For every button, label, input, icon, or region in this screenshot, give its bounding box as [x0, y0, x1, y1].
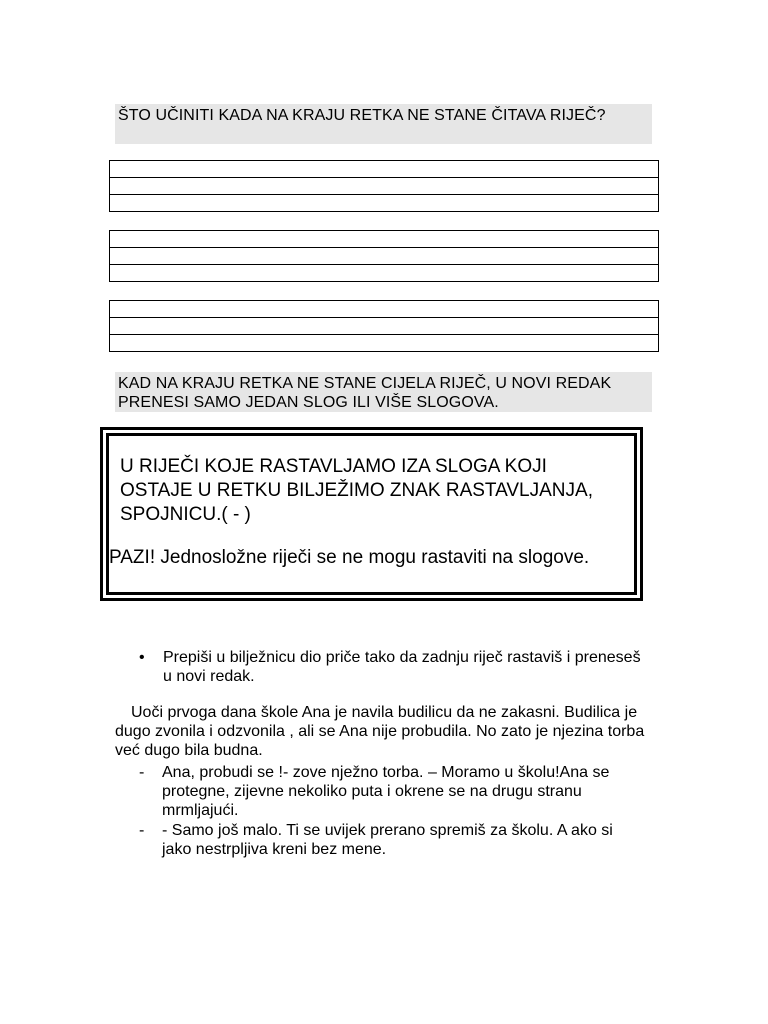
writing-line[interactable]: [110, 335, 658, 351]
writing-line[interactable]: [110, 195, 658, 211]
warning-text: PAZI! Jednosložne riječi se ne mogu rastaviti na slogove.: [109, 547, 590, 568]
writing-lines-1[interactable]: [109, 160, 659, 212]
rule-statement: KAD NA KRAJU RETKA NE STANE CIJELA RIJEČ, U NOVI REDAK PRENESI SAMO JEDAN SLOG ILI VIŠE SLOGOVA.: [115, 372, 652, 412]
writing-line[interactable]: [110, 301, 658, 318]
task-text: Prepiši u bilježnicu dio priče tako da zadnju riječ rastaviš i preneseš u novi redak.: [163, 649, 641, 685]
bullet-icon: •: [139, 649, 145, 666]
hyphenation-rule-frame: [100, 427, 643, 601]
writing-line[interactable]: [110, 318, 658, 335]
writing-line[interactable]: [110, 231, 658, 248]
frame-main-text: U RIJEČI KOJE RASTAVLJAMO IZA SLOGA KOJI OSTAJE U RETKU BILJEŽIMO ZNAK RASTAVLJANJA, SPOJNICU.( - ): [120, 456, 593, 525]
dash-marker: -: [139, 822, 145, 839]
writing-line[interactable]: [110, 248, 658, 265]
writing-line[interactable]: [110, 178, 658, 195]
story-paragraph: Uoči prvoga dana škole Ana je navila budilicu da ne zakasni. Budilica je dugo zvonila i odzvonila , ali se Ana nije probudila. No zato je njezina torba već dugo bila budna.: [115, 704, 645, 759]
question-heading: ŠTO UČINITI KADA NA KRAJU RETKA NE STANE ČITAVA RIJEČ?: [115, 104, 652, 144]
writing-lines-2[interactable]: [109, 230, 659, 282]
writing-lines-3[interactable]: [109, 300, 659, 352]
dialogue-text: Ana, probudi se !- zove nježno torba. – Moramo u školu!Ana se protegne, zijevne nekoliko puta i okrene se na drugu stranu mrmljajući.: [162, 764, 610, 819]
writing-line[interactable]: [110, 161, 658, 178]
dash-marker: -: [139, 764, 145, 781]
writing-line[interactable]: [110, 265, 658, 281]
dialogue-text: - Samo još malo. Ti se uvijek prerano spremiš za školu. A ako si jako nestrpljiva kreni bez mene.: [162, 822, 613, 858]
